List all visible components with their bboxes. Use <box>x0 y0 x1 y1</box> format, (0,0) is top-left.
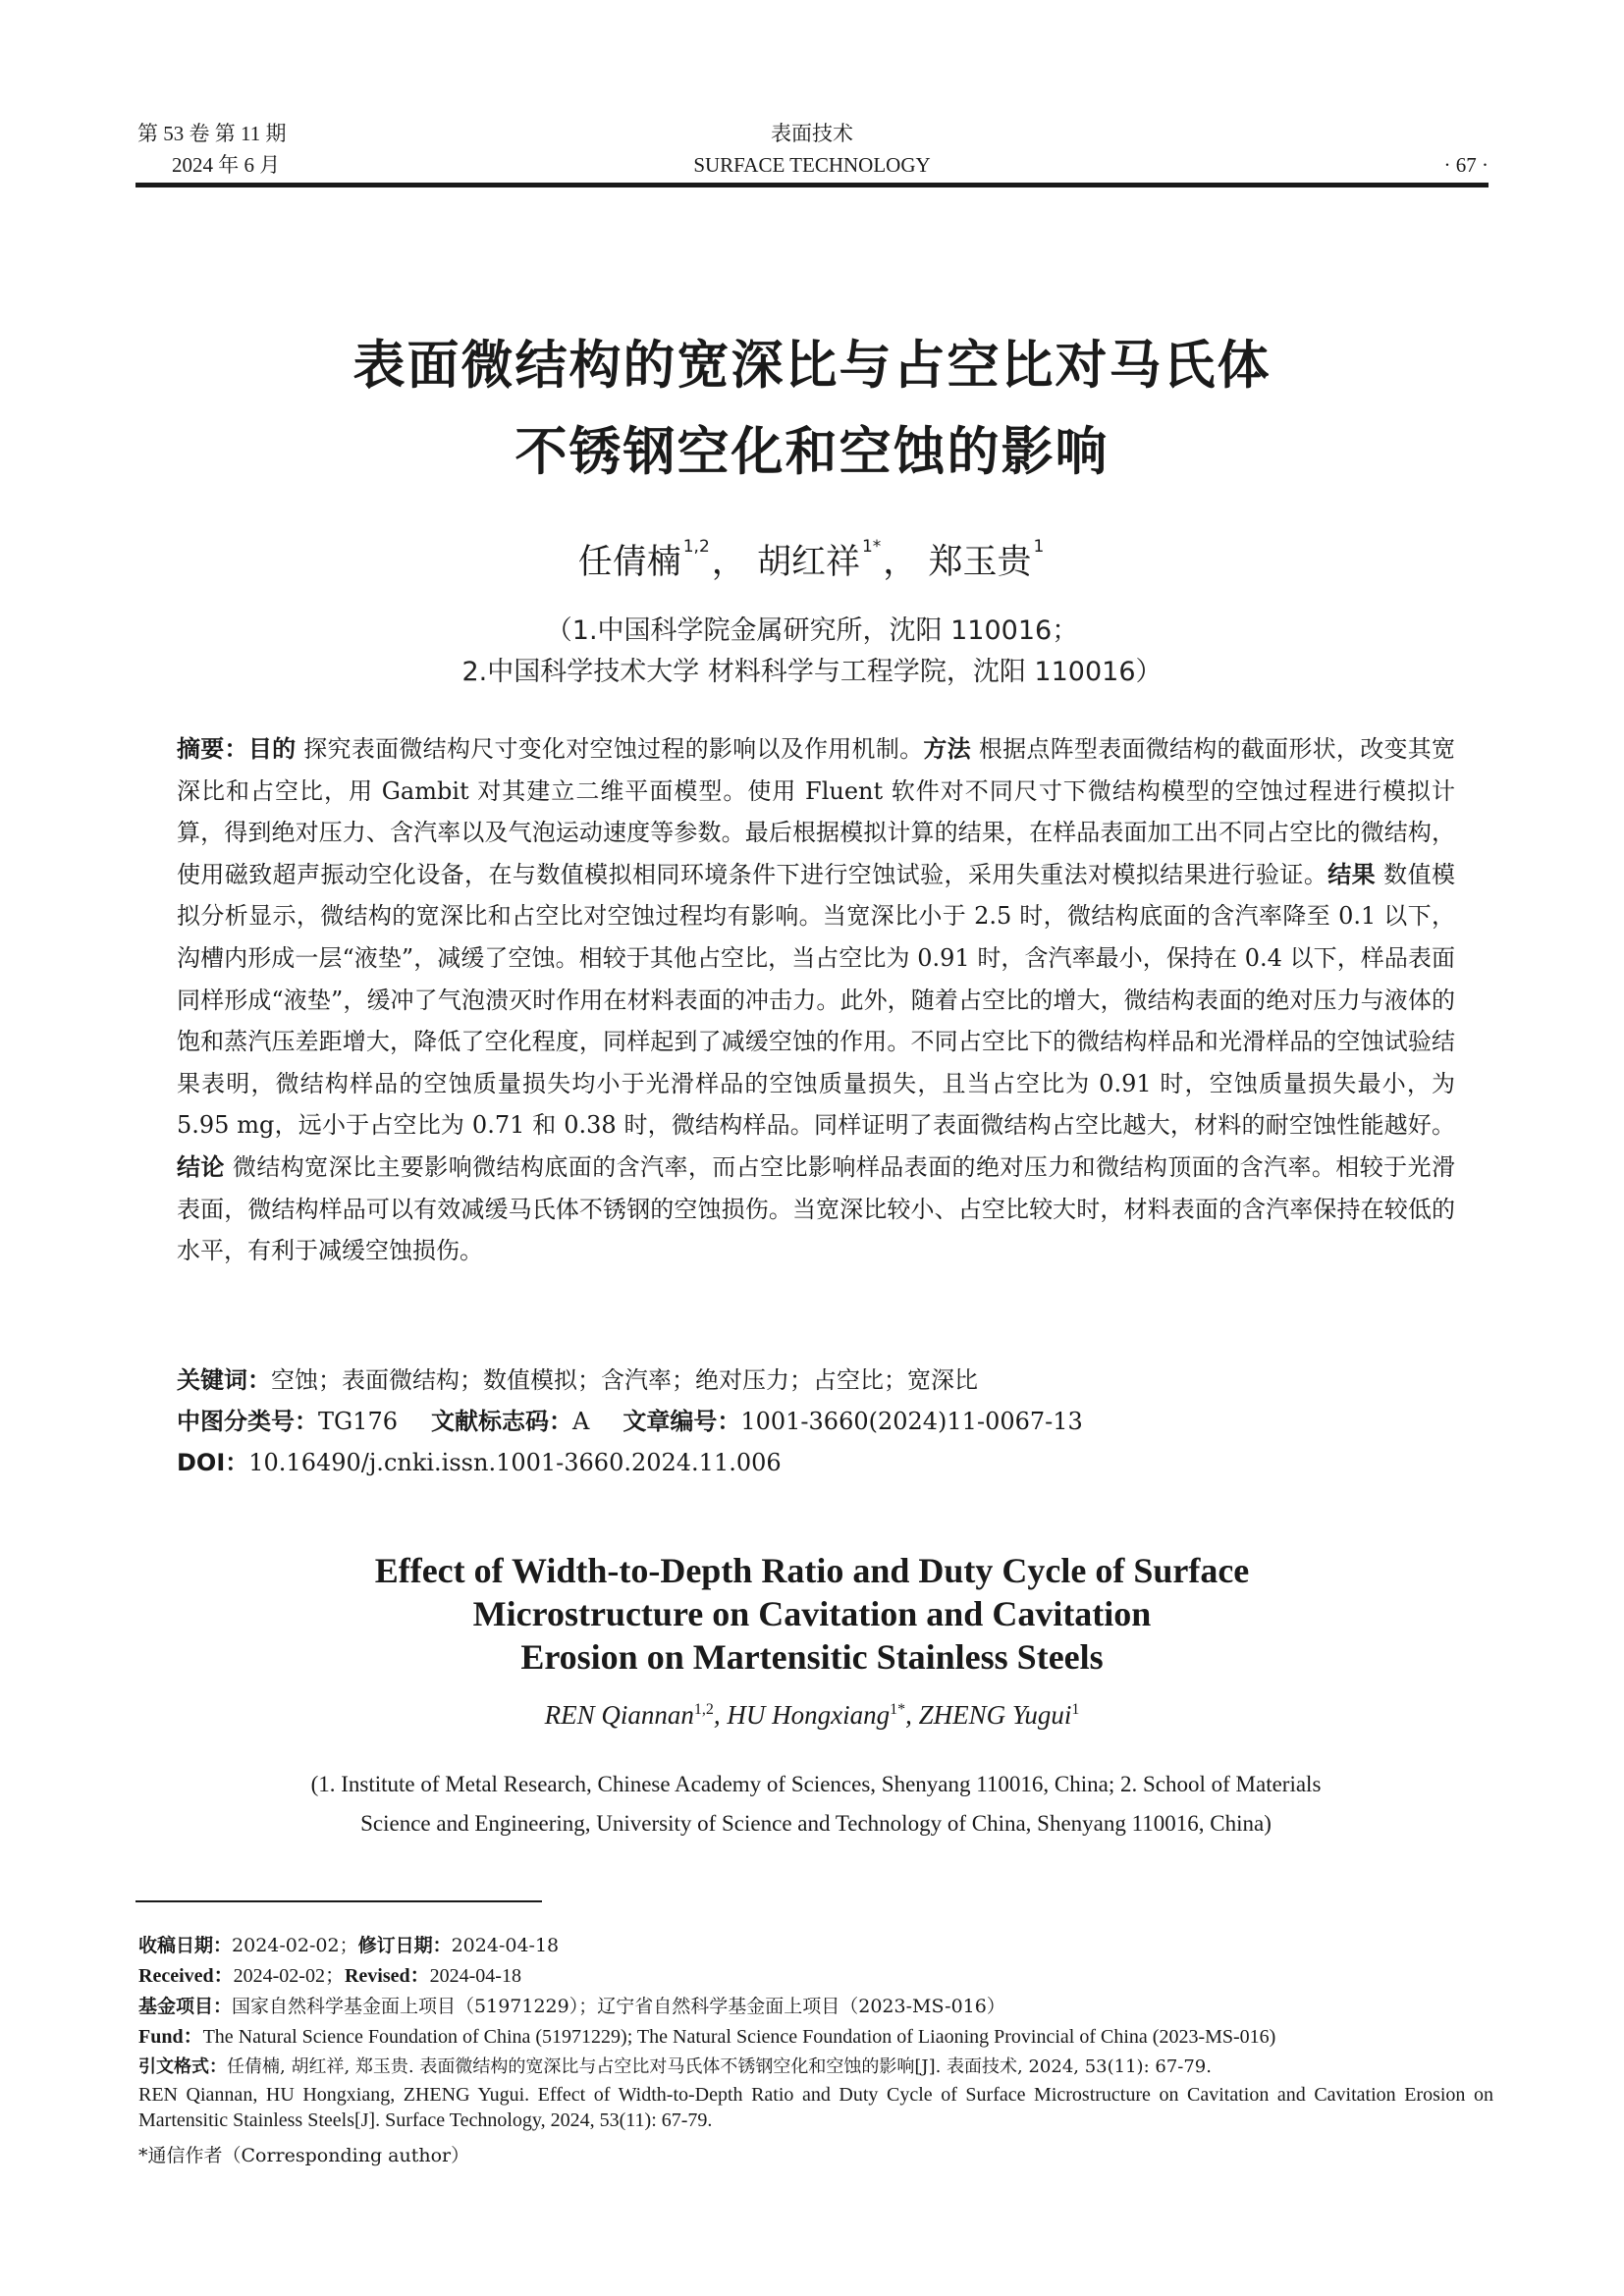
results-text: 数值模拟分析显示，微结构的宽深比和占空比对空蚀过程均有影响。当宽深比小于 2.5 时，微结构底面的含汽率降至 0.1 以下，沟槽内形成一层“液垫”，减缓了空蚀。相较于其他占空比，当占空比为 0.91 时，含汽率最小，保持在 0.4 以下，样品表面同样形成“液垫”，缓冲了气泡溃灭时作用在材料表面的冲击力。此外，随着占空比的增大，微结构表面的绝对压力与液体的饱和蒸汽压差距增大，降低了空化程度，同样起到了减缓空蚀的作用。不同占空比下的微结构样品和光滑样品的空蚀试验结果表明，微结构样品的空蚀质量损失均小于光滑样品的空蚀质量损失，且当占空比为 0.91 时，空蚀质量损失最小，为 5.95 mg，远小于占空比为 0.71 和 0.38 时，微结构样品。同样证明了表面微结构占空比越大，材料的耐空蚀性能越好。 <box>177 860 1455 1140</box>
header-volume-issue: 第 53 卷 第 11 期 <box>137 122 287 145</box>
header-journal-en: SURFACE TECHNOLOGY <box>693 153 931 177</box>
citation-cn-label: 引文格式： <box>138 2056 227 2077</box>
received-cn-label: 收稿日期： <box>138 1935 233 1956</box>
keywords-label: 关键词： <box>177 1366 271 1394</box>
purpose-label: 目的 <box>247 735 297 763</box>
methods-label: 方法 <box>923 735 971 763</box>
header-journal-cn: 表面技术 <box>771 122 853 145</box>
clc-value: TG176 <box>318 1408 398 1435</box>
fund-en-label: Fund： <box>138 2026 203 2048</box>
header-page-number: · 67 · <box>1443 153 1489 177</box>
author-en-2: HU Hongxiang <box>727 1700 891 1730</box>
footnote-citation-cn <box>138 2054 1493 2081</box>
author-separator: ， <box>711 543 746 582</box>
article-number-value: 1001-3660(2024)11-0067-13 <box>740 1408 1083 1435</box>
header-date: 2024 年 6 月 <box>172 153 281 177</box>
author-en-1: REN Qiannan <box>544 1700 694 1730</box>
author-cn-1: 任倩楠 <box>577 543 681 582</box>
doi-value[interactable]: 10.16490/j.cnki.issn.1001-3660.2024.11.006 <box>248 1449 782 1476</box>
received-cn-date: 2024-02-02； <box>232 1935 358 1956</box>
affiliation-cn-line1: （1.中国科学院金属研究所，沈阳 110016； <box>545 615 1079 646</box>
doi <box>177 1443 1455 1482</box>
author-separator: , <box>905 1700 919 1730</box>
author-cn-1-affil: 1,2 <box>682 537 710 557</box>
authors-cn <box>0 535 1624 584</box>
fund-cn-text: 国家自然科学基金面上项目（51971229）；辽宁省自然科学基金面上项目（2023-MS-016） <box>232 1996 1005 2017</box>
classification <box>177 1402 1455 1441</box>
received-en-label: Received： <box>138 1965 234 1987</box>
author-en-1-affil: 1,2 <box>693 1701 714 1718</box>
doc-code-value: A <box>572 1408 590 1435</box>
affiliation-en <box>177 1765 1455 1843</box>
affiliation-en-line1: (1. Institute of Metal Research, Chinese Academy of Sciences, Shenyang 110016, China; 2. School of Materials <box>310 1772 1322 1796</box>
footnote-fund-cn <box>138 1993 1493 2020</box>
author-en-3: ZHENG Yugui <box>918 1700 1072 1730</box>
title-en-line1: Effect of Width-to-Depth Ratio and Duty Cycle of Surface <box>374 1551 1250 1590</box>
purpose-text: 探究表面微结构尺寸变化对空蚀过程的影响以及作用机制。 <box>303 735 924 763</box>
conclusion-label: 结论 <box>177 1152 225 1181</box>
author-separator: ， <box>883 543 918 582</box>
affiliation-cn-line2: 2.中国科学技术大学 材料科学与工程学院，沈阳 110016） <box>461 657 1163 687</box>
title-en-line3: Erosion on Martensitic Stainless Steels <box>520 1637 1104 1677</box>
abstract-label: 摘要： <box>177 735 248 763</box>
keywords <box>177 1361 1455 1400</box>
author-cn-3: 郑玉贵 <box>928 543 1032 582</box>
footnote-fund-en <box>138 2023 1493 2051</box>
fund-en-text: The Natural Science Foundation of China (51971229); The Natural Science Foundation of Liaoning Provincial of China (2023-MS-016) <box>202 2026 1276 2048</box>
doi-label: DOI： <box>177 1449 249 1476</box>
clc-label: 中图分类号： <box>177 1408 318 1435</box>
received-en-date: 2024-02-02； <box>233 1965 345 1987</box>
fund-cn-label: 基金项目： <box>138 1996 233 2017</box>
title-en <box>0 1549 1624 1679</box>
author-cn-2-affil: 1* <box>861 537 882 557</box>
revised-en-date: 2024-04-18 <box>429 1965 521 1987</box>
results-label: 结果 <box>1327 860 1377 888</box>
affiliation-en-line2: Science and Engineering, University of Science and Technology of China, Shenyang 110016, China) <box>360 1811 1272 1836</box>
author-cn-3-affil: 1 <box>1033 537 1045 557</box>
revised-en-label: Revised： <box>344 1965 430 1987</box>
citation-cn-text: 任倩楠, 胡红祥, 郑玉贵. 表面微结构的宽深比与占空比对马氏体不锈钢空化和空蚀的影响[J]. 表面技术, 2024, 53(11): 67-79. <box>227 2056 1212 2077</box>
authors-en <box>0 1700 1624 1731</box>
doc-code-label: 文献标志码： <box>431 1408 572 1435</box>
title-en-line2: Microstructure on Cavitation and Cavitation <box>472 1594 1152 1633</box>
conclusion-text: 微结构宽深比主要影响微结构底面的含汽率，而占空比影响样品表面的绝对压力和微结构顶面的含汽率。相较于光滑表面，微结构样品可以有效减缓马氏体不锈钢的空蚀损伤。当宽深比较小、占空比较大时，材料表面的含汽率保持在较低的水平，有利于减缓空蚀损伤。 <box>177 1152 1455 1265</box>
header-rule <box>135 183 1489 187</box>
author-separator: , <box>713 1700 728 1730</box>
keywords-text: 空蚀；表面微结构；数值模拟；含汽率；绝对压力；占空比；宽深比 <box>271 1366 978 1394</box>
author-en-2-affil: 1* <box>890 1701 906 1718</box>
author-cn-2: 胡红祥 <box>756 543 860 582</box>
footnote-received-cn <box>138 1932 1493 1959</box>
author-en-3-affil: 1 <box>1071 1701 1080 1718</box>
revised-cn-label: 修订日期： <box>357 1935 452 1956</box>
title-cn-line2: 不锈钢空化和空蚀的影响 <box>514 422 1110 482</box>
footnote-received-en <box>138 1962 1493 1990</box>
footnote-citation-en <box>138 2082 1493 2133</box>
corresponding-author: *通信作者（Corresponding author） <box>138 2145 470 2166</box>
abstract <box>177 728 1455 1272</box>
title-cn-line1: 表面微结构的宽深比与占空比对马氏体 <box>352 336 1272 396</box>
methods-text: 根据点阵型表面微结构的截面形状，改变其宽深比和占空比，用 Gambit 对其建立二维平面模型。使用 Fluent 软件对不同尺寸下微结构模型的空蚀过程进行模拟计算，得到绝对压力、含汽率以及气泡运动速度等参数。最后根据模拟计算的结果，在样品表面加工出不同占空比的微结构，使用磁致超声振动空化设备，在与数值模拟相同环境条件下进行空蚀试验，采用失重法对模拟结果进行验证。 <box>177 735 1456 888</box>
article-number-label: 文章编号： <box>623 1408 741 1435</box>
citation-en-text: REN Qiannan, HU Hongxiang, ZHENG Yugui. Effect of Width-to-Depth Ratio and Duty Cycle of Surface Microstructure on Cavitation and Cavitation Erosion on Martensitic Stainless Steels[J]. Surface Technology, 2024, 53(11): 67-79. <box>138 2084 1493 2131</box>
footnote-rule <box>135 1900 542 1902</box>
footnote-corresponding <box>138 2142 1493 2169</box>
revised-cn-date: 2024-04-18 <box>451 1935 560 1956</box>
